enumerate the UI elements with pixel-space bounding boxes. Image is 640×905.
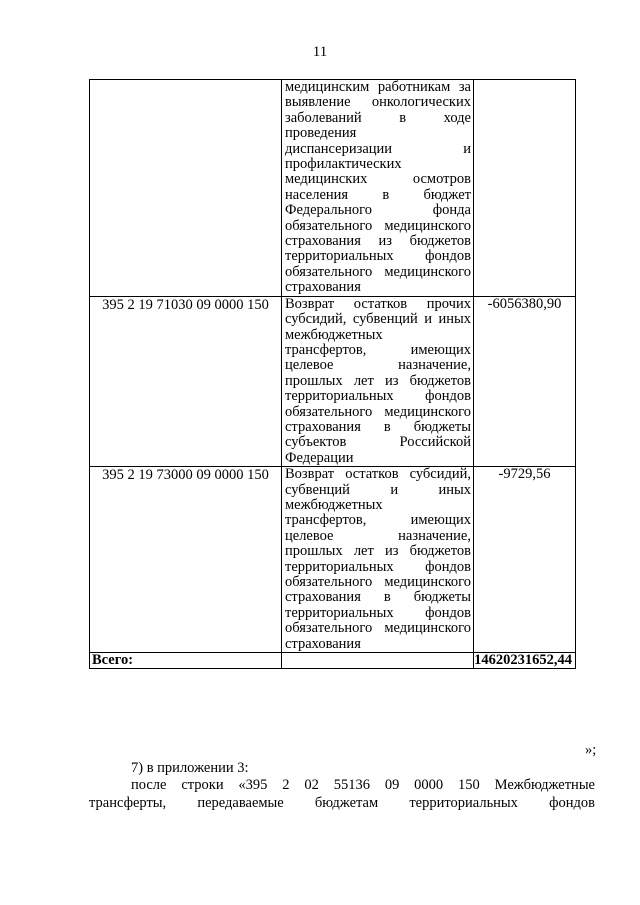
budget-code-cell: 395 2 19 71030 09 0000 150 (90, 296, 282, 466)
description-line: межбюджетных (285, 496, 383, 513)
amount-cell: -6056380,90 (474, 296, 576, 466)
table-row (90, 80, 576, 297)
budget-code-cell (90, 80, 282, 297)
description-line: территориальных фондов (285, 604, 471, 621)
budget-code-cell: 395 2 19 73000 09 0000 150 (90, 467, 282, 653)
description-line: страхования (285, 279, 361, 296)
total-row (90, 653, 576, 669)
description-line: субвенций и иных (285, 481, 471, 498)
description-line: населения в бюджет (285, 186, 471, 203)
description-line: обязательного медицинского (285, 217, 471, 234)
description-line: медицинских осмотров (285, 171, 471, 188)
description-line: межбюджетных (285, 326, 383, 343)
description-line: медицинским работникам за (285, 79, 471, 95)
description-line: Возврат остатков субсидий, (285, 466, 471, 483)
budget-table (89, 79, 576, 669)
description-line: страхования из бюджетов (285, 233, 471, 250)
description-line: трансфертов, имеющих (285, 512, 471, 529)
description-line: проведения (285, 125, 357, 142)
description-cell (282, 80, 474, 297)
amount-cell: -9729,56 (474, 467, 576, 653)
description-cell (282, 467, 474, 653)
description-line: Федерации (285, 449, 354, 466)
page-number: 11 (312, 44, 328, 60)
description-line: территориальных фондов (285, 388, 471, 405)
description-line: субъектов Российской (285, 434, 471, 451)
budget-table-body (90, 80, 576, 653)
description-line: прошлых лет из бюджетов (285, 372, 471, 389)
description-line: целевое назначение, (285, 527, 471, 544)
description-line: трансфертов, имеющих (285, 341, 471, 358)
description-line: обязательного медицинского (285, 620, 471, 637)
item-7-heading: 7) в приложении 3: (131, 760, 249, 776)
description-line: обязательного медицинского (285, 574, 471, 590)
description-line: территориальных фондов (285, 248, 471, 265)
total-amount: 14620231652,44 (474, 653, 576, 669)
description-line: обязательного медицинского (285, 403, 471, 420)
description-line: субсидий, субвенций и иных (285, 311, 471, 328)
closing-quote: »; (585, 742, 597, 758)
description-line: диспансеризации и (285, 140, 471, 157)
description-line: профилактических (285, 156, 402, 173)
description-line: Возврат остатков прочих (285, 295, 471, 312)
total-empty-cell (282, 653, 474, 669)
description-cell (282, 296, 474, 466)
description-line: Федерального фонда (285, 202, 471, 219)
description-line: страхования (285, 635, 361, 652)
description-line: заболеваний в ходе (285, 109, 471, 126)
description-line: целевое назначение, (285, 357, 471, 374)
total-label: Всего: (90, 653, 282, 669)
description-line: территориальных фондов (285, 558, 471, 575)
table-row (90, 296, 576, 466)
amount-cell (474, 80, 576, 297)
table-row (90, 467, 576, 653)
continuation-line: трансферты, передаваемые бюджетам территориальных фондов (89, 795, 595, 811)
after-row-line: после строки «395 2 02 55136 09 0000 150 Межбюджетные (131, 777, 595, 793)
description-line: страхования в бюджеты (285, 418, 471, 435)
description-line: страхования в бюджеты (285, 589, 471, 606)
description-line: прошлых лет из бюджетов (285, 543, 471, 560)
description-line: выявление онкологических (285, 94, 471, 111)
description-line: обязательного медицинского (285, 263, 471, 280)
